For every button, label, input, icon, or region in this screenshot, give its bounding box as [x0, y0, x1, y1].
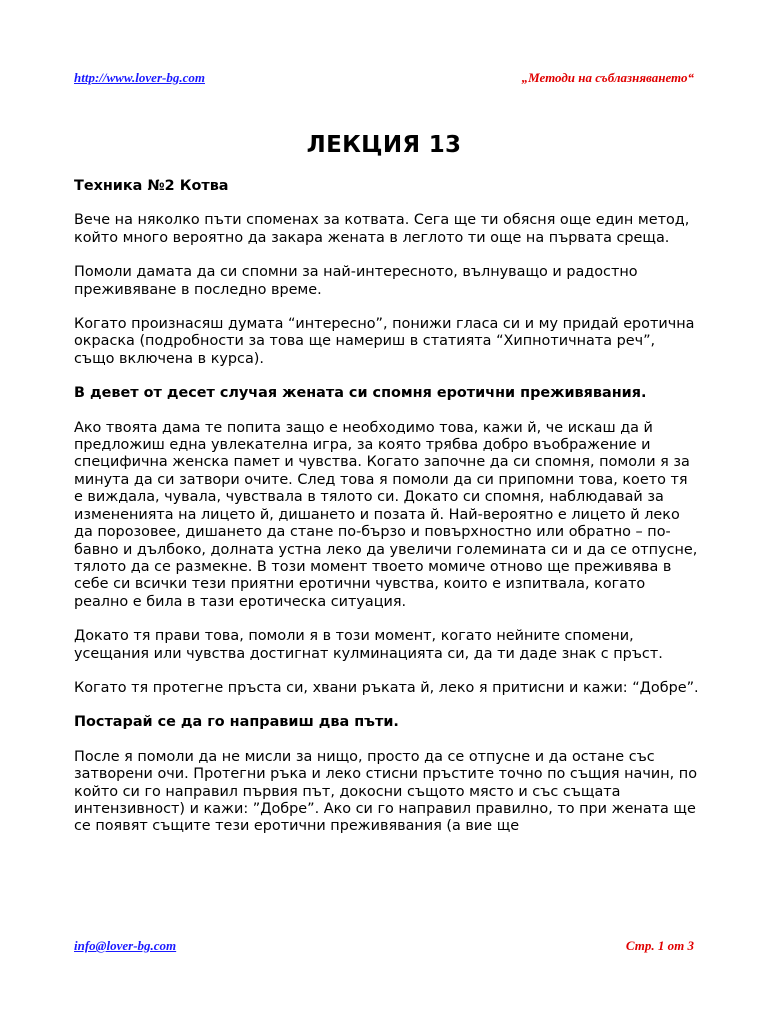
paragraph: После я помоли да не мисли за нищо, просто да се отпусне и да остане със затворени очи. Протегни ръка и леко стисни пръстите точно по същия начин, по който си го направил първия път, докосни същото място и със същата интензивност) и кажи: ”Добре”. Ако си го направил правилно, то при жената ще се появят същите тези еротични преживявания (а вие ще	[74, 748, 697, 835]
paragraph: Когато тя протегне пръста си, хвани ръката й, леко я притисни и кажи: “Добре”.	[74, 679, 699, 696]
section-heading: Техника №2 Котва	[74, 178, 229, 194]
site-link[interactable]: http://www.lover-bg.com	[74, 70, 205, 85]
email-link[interactable]: info@lover-bg.com	[74, 938, 177, 953]
paragraph: Докато тя прави това, помоли я в този момент, когато нейните спомени, усещания или чувства достигнат кулминацията си, да ти даде знак с пръст.	[74, 628, 663, 662]
paragraph: Помоли дамата да си спомни за най-интересното, вълнуващо и радостно преживяване в последно време.	[74, 264, 638, 298]
book-title: „Методи на съблазняването“	[521, 70, 694, 85]
bold-statement: В девет от десет случая жената си спомня еротични преживявания.	[74, 385, 647, 402]
paragraph: Вече на няколко пъти споменах за котвата. Сега ще ти обясня още един метод, който много вероятно да закара жената в леглото ти още на първата среща.	[74, 212, 690, 246]
lecture-body	[74, 178, 699, 853]
page-number: Стр. 1 от 3	[625, 938, 694, 953]
lecture-title: ЛЕКЦИЯ 13	[306, 132, 462, 158]
paragraph: Ако твоята дама те попита защо е необходимо това, кажи й, че искаш да й предложиш една увлекателна игра, за която трябва добро въображение и специфична женска памет и чувства. Когато започне да си спомня, помоли я за минута да си затвори очите. След това я помоли да си припомни това, което тя е виждала, чувала, чувствала в тялото си. Докато си спомня, наблюдавай за измененията на лицето й, дишането и позата й. Най-вероятно е лицето й леко да порозовее, дишането да стане по-бързо и повърхностно или обратно – по-бавно и дълбоко, долната устна леко да увеличи големината си и да се отпусне, тялото да се размекне. В този момент твоето момиче отново ще преживява в себе си всички тези приятни еротични чувства, които е изпитвала, когато реално е била в тази еротическа ситуация.	[74, 419, 698, 610]
bold-statement: Постарай се да го направиш два пъти.	[74, 714, 399, 731]
paragraph: Когато произнасяш думата “интересно”, понижи гласа си и му придай еротична окраска (подробности за това ще намериш в статията “Хипнотичната реч”, също включена в курса).	[74, 316, 695, 367]
